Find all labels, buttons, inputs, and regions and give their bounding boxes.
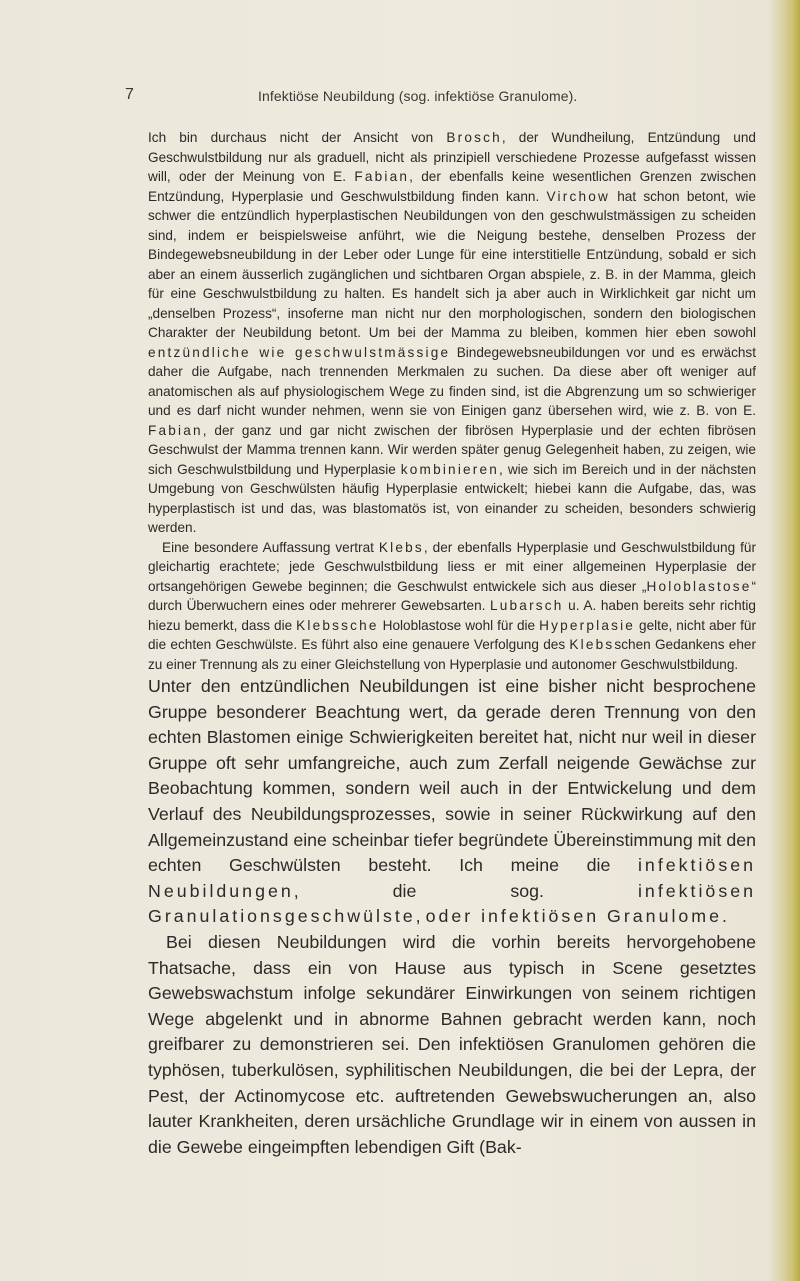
text-run: Bei diesen Neubildungen wird die vorhin bereits hervorgehobene Thatsache, dass ein von Hause aus typisch in Scene gesetztes Gewebswachstum infolge sekundärer Einwirkungen von seinem richtigen Wege abgelenkt und in abnorme Bahnen gebracht werden kann, noch greifbarer zu demonstrieren sei. Den infektiösen Granulomen gehören die typhösen, tuberkulösen, syphilitischen Neubildungen, die bei der Lepra, der Pest, der Actinomycose etc. auftretenden Gewebswucherungen an, also lauter Krankheiten, deren ursächliche Grundlage wir in einem von aussen in die Gewebe eingeimpften lebendigen Gift (Bak- (148, 931, 756, 1157)
text-run: hat schon betont, wie schwer die entzündlich hyperplastischen Neubildungen von den geschwulstmässigen zu scheiden sind, indem er beispielsweise anführt, wie die Neigung bestehe, denselben Prozess der Bindegewebsneubildung in der Leber oder Lunge für eine interstitielle Entzündung, sobald er sich aber an einem äusserlich zugänglichen und sichtbaren Organ abspiele, z. B. in der Mamma, gleich für eine Geschwulstbildung zu halten. Es handelt sich ja aber auch in Wirklichkeit gar nicht um „denselben Prozess“, insoferne man nicht nur den morphologischen, sondern den biologischen Charakter der Neubildung betont. Um bei der Mamma zu bleiben, kommen hier eben sowohl (148, 188, 756, 340)
spaced-emphasis: Lubarsch (490, 598, 564, 613)
spaced-emphasis: infektiösen Granulationsgeschwülste (148, 880, 756, 927)
paragraph (148, 538, 756, 675)
text-run: , der ebenfalls Hyperplasie und Geschwulstbildung für gleichartig erachtete; jede Geschwulstbildung liess er mit einer allgemeinen Hyperplasie der ortsangehörigen Gewebe beginnen; die Geschwulst entwickele sich aus dieser „ (148, 539, 756, 594)
spaced-emphasis: Brosch (446, 130, 502, 145)
text-run: , der ganz und gar nicht zwischen der fibrösen Hyperplasie und der echten fibrösen Geschwulst der Mamma trennen kann. Wir werden später genug Gelegenheit haben, zu zeigen, wie sich Geschwulstbildung und Hyperplasie (148, 422, 756, 477)
text-run: Unter den entzündlichen Neubildungen ist eine bisher nicht besprochene Gruppe besonderer Beachtung wert, da gerade deren Trennung von den echten Blastomen einige Schwierigkeiten bereitet hat, nicht nur weil in dieser Gruppe oft sehr umfangreiche, auch zum Zerfall neigende Gewächse zur Beobachtung kommen, sondern weil auch in der Entwickelung und dem Verlauf des Neubildungsprozesses, sowie in seiner Rückwirkung auf den Allgemeinzustand eine scheinbar tiefer begründete Übereinstimmung mit den echten Geschwülsten besteht. Ich meine die (148, 676, 756, 876)
spaced-emphasis: Virchow (546, 188, 610, 204)
text-run: schen Gedankens eher zu einer Trennung als zu einer Gleichstellung von Hyperplasie und autonomer Geschwulstbildung. (148, 637, 756, 672)
text-run: Bindegewebsneubildungen vor und es erwächst daher die Aufgabe, nach trennenden Merkmalen zu suchen. Da diese aber oft weniger auf anatomischen als auf physiologischem Wege zu finden sind, ist die Abgrenzung um so schwieriger und es darf nicht wunder nehmen, wenn sie von Einigen ganz übersehen wird, wie z. B. von E. (148, 344, 757, 418)
text-run: , der Wundheilung, Entzündung und Geschwulstbildung nur als graduell, nicht als prinzipiell verschiedene Prozesse aufgefasst wissen will, oder der Meinung von E. (148, 130, 756, 184)
spaced-emphasis: Hyperplasie (539, 617, 636, 633)
spaced-emphasis: kombinieren (400, 461, 500, 477)
text-run: Ich bin durchaus nicht der Ansicht von (148, 130, 447, 145)
main-text-section (148, 674, 756, 1160)
running-head: Infektiöse Neubildung (sog. infektiöse Granulome). (258, 88, 578, 104)
page-edge (786, 0, 800, 1281)
page-header (0, 86, 800, 108)
text-run: . (722, 906, 727, 927)
spaced-emphasis: Klebs (378, 539, 424, 555)
text-run: , wie sich im Bereich und in der nächsten Umgebung von Geschwülsten häufig Hyperplasie entwickelt; hiebei kann die Aufgabe, das, was hyperplastisch ist und das, was blastomatös ist, von einander zu scheiden, besonders schwierig werden. (148, 461, 757, 535)
spaced-emphasis: Holoblastose (646, 578, 752, 594)
paragraph (148, 930, 756, 1160)
spaced-emphasis: Klebssche (296, 617, 379, 633)
text-run: Eine besondere Auffassung vertrat (162, 539, 379, 555)
page-number: 7 (125, 86, 134, 103)
text-run: , (415, 906, 426, 927)
text-run: Holoblastose wohl für die (378, 617, 540, 633)
text-run: gelte, nicht aber für die echten Geschwülste. Es führt also eine genauere Verfolgung des (148, 617, 756, 652)
paragraph (148, 674, 756, 930)
spaced-emphasis: Fabian (354, 169, 410, 184)
spaced-emphasis: Fabian (148, 422, 203, 438)
spaced-emphasis: oder infektiösen Granulome (425, 906, 722, 927)
text-run: , die sog. (293, 880, 638, 901)
small-print-section (148, 128, 756, 674)
spaced-emphasis: Klebs (569, 637, 615, 652)
text-run: “ durch Überwuchern eines oder mehrerer Gewebsarten. (148, 578, 756, 613)
spaced-emphasis: entzündliche wie geschwulstmässige (148, 344, 451, 360)
text-run: , der ebenfalls keine wesentlichen Grenzen zwischen Entzündung, Hyperplasie und Geschwulstbildung finden kann. (148, 169, 756, 204)
paragraph (148, 128, 756, 538)
spaced-emphasis: infektiösen Neubildungen (148, 855, 756, 901)
text-run: u. A. haben bereits sehr richtig hiezu bemerkt, dass die (148, 598, 756, 633)
body-text (148, 128, 756, 1160)
